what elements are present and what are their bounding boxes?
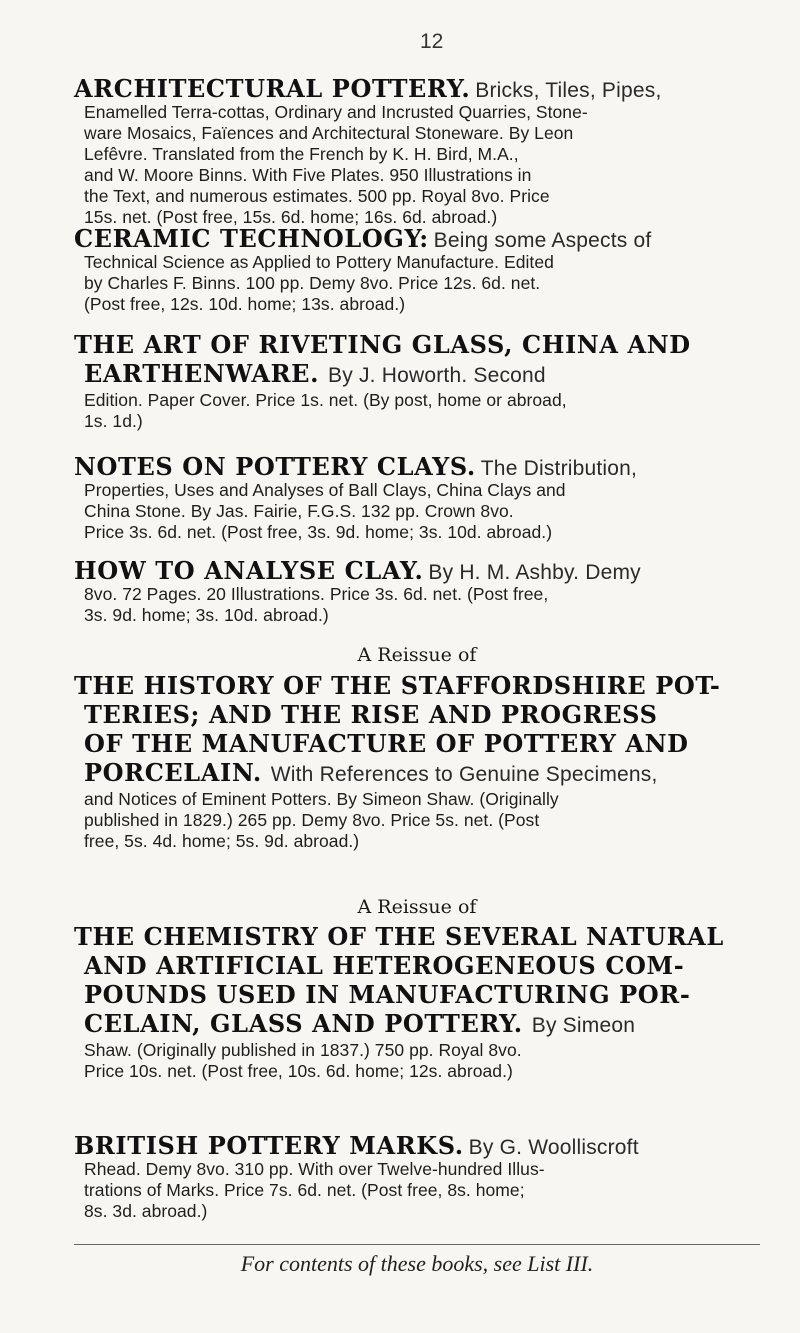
desc-line: 3s. 9d. home; 3s. 10d. abroad.) — [84, 605, 329, 625]
entry-lead: With References to Genuine Specimens, — [270, 763, 658, 786]
desc-line: the Text, and numerous estimates. 500 pp. Royal 8vo. Price — [84, 186, 550, 206]
entry-first-line — [74, 224, 750, 253]
desc-line: 8s. 3d. abroad.) — [84, 1201, 208, 1221]
entry-title — [74, 922, 750, 1040]
entry-lead: Being some Aspects of — [433, 229, 652, 252]
desc-line: Lefêvre. Translated from the French by K. H. Bird, M.A., — [84, 144, 519, 164]
title-line: POUNDS USED IN MANUFACTURING POR- — [84, 980, 691, 1009]
desc-line: Technical Science as Applied to Pottery Manufacture. Edited — [84, 252, 554, 272]
entry-first-line — [74, 452, 750, 481]
book-entry-pottery-clays — [74, 452, 750, 543]
desc-line: published in 1829.) 265 pp. Demy 8vo. Price 5s. net. (Post — [84, 810, 540, 830]
title-line — [84, 359, 750, 390]
entry-title — [74, 671, 750, 789]
entry-description — [84, 390, 750, 432]
entry-lead: By J. Howorth. Second — [328, 364, 546, 387]
title-line — [84, 1009, 750, 1040]
desc-line: Enamelled Terra-cottas, Ordinary and Incrusted Quarries, Stone- — [84, 102, 588, 122]
entry-title: CERAMIC TECHNOLOGY: — [74, 224, 429, 253]
desc-line: Properties, Uses and Analyses of Ball Clays, China Clays and — [84, 480, 566, 500]
book-entry-british-pottery-marks — [74, 1131, 750, 1222]
entry-lead: By H. M. Ashby. Demy — [428, 561, 641, 584]
desc-line: Edition. Paper Cover. Price 1s. net. (By post, home or abroad, — [84, 390, 567, 410]
entry-description — [84, 584, 750, 626]
entry-first-line — [74, 556, 750, 585]
entry-description — [84, 252, 750, 315]
entry-title: NOTES ON POTTERY CLAYS. — [74, 452, 476, 481]
desc-line: Price 10s. net. (Post free, 10s. 6d. home; 12s. abroad.) — [84, 1061, 513, 1081]
desc-line: 8vo. 72 Pages. 20 Illustrations. Price 3s. 6d. net. (Post free, — [84, 584, 549, 604]
reissue-heading: A Reissue of — [357, 644, 477, 666]
desc-line: by Charles F. Binns. 100 pp. Demy 8vo. Price 12s. 6d. net. — [84, 273, 541, 293]
title-line: AND ARTIFICIAL HETEROGENEOUS COM- — [84, 951, 685, 980]
entry-first-line — [74, 74, 750, 103]
title-line: THE HISTORY OF THE STAFFORDSHIRE POT- — [74, 671, 721, 700]
title-line: THE CHEMISTRY OF THE SEVERAL NATURAL — [74, 922, 724, 951]
entry-description — [84, 480, 750, 543]
title-line: OF THE MANUFACTURE OF POTTERY AND — [84, 729, 689, 758]
title-line: THE ART OF RIVETING GLASS, CHINA AND — [74, 330, 691, 359]
entry-lead: By Simeon — [531, 1014, 636, 1037]
desc-line: 1s. 1d.) — [84, 411, 143, 431]
entry-description — [84, 102, 750, 228]
entry-first-line — [74, 1131, 750, 1160]
desc-line: Rhead. Demy 8vo. 310 pp. With over Twelve-hundred Illus- — [84, 1159, 545, 1179]
book-entry-ceramic-technology — [74, 224, 750, 315]
desc-line: (Post free, 12s. 10d. home; 13s. abroad.) — [84, 294, 406, 314]
title-line-text: PORCELAIN. — [84, 758, 262, 787]
entry-description — [84, 1040, 750, 1082]
entry-lead: The Distribution, — [480, 457, 638, 480]
entry-title: ARCHITECTURAL POTTERY. — [74, 74, 471, 103]
book-entry-chemistry-heterogeneous — [74, 922, 750, 1082]
book-entry-riveting-glass — [74, 330, 750, 432]
page-number: 12 — [420, 30, 444, 53]
title-line-text: EARTHENWARE. — [84, 359, 320, 388]
desc-line: and Notices of Eminent Potters. By Simeon Shaw. (Originally — [84, 789, 559, 809]
desc-line: China Stone. By Jas. Fairie, F.G.S. 132 pp. Crown 8vo. — [84, 501, 514, 521]
reissue-heading: A Reissue of — [357, 896, 477, 918]
entry-title — [74, 330, 750, 390]
footer-note: For contents of these books, see List III. — [240, 1251, 594, 1276]
book-entry-staffordshire-potteries — [74, 671, 750, 852]
desc-line: trations of Marks. Price 7s. 6d. net. (Post free, 8s. home; — [84, 1180, 525, 1200]
desc-line: free, 5s. 4d. home; 5s. 9d. abroad.) — [84, 831, 360, 851]
entry-description — [84, 789, 750, 852]
desc-line: Price 3s. 6d. net. (Post free, 3s. 9d. home; 3s. 10d. abroad.) — [84, 522, 553, 542]
desc-line: and W. Moore Binns. With Five Plates. 950 Illustrations in — [84, 165, 532, 185]
entry-description — [84, 1159, 750, 1222]
entry-lead: Bricks, Tiles, Pipes, — [475, 79, 662, 102]
desc-line: Shaw. (Originally published in 1837.) 750 pp. Royal 8vo. — [84, 1040, 522, 1060]
entry-title: BRITISH POTTERY MARKS. — [74, 1131, 464, 1160]
desc-line: 15s. net. (Post free, 15s. 6d. home; 16s. 6d. abroad.) — [84, 207, 498, 227]
book-entry-architectural-pottery — [74, 74, 750, 228]
title-line — [84, 758, 750, 789]
title-line: TERIES; AND THE RISE AND PROGRESS — [84, 700, 658, 729]
footer-divider — [74, 1244, 760, 1245]
entry-title: HOW TO ANALYSE CLAY. — [74, 556, 424, 585]
title-line-text: CELAIN, GLASS AND POTTERY. — [84, 1009, 523, 1038]
desc-line: ware Mosaics, Faïences and Architectural Stoneware. By Leon — [84, 123, 574, 143]
book-entry-analyse-clay — [74, 556, 750, 626]
catalogue-page — [74, 0, 760, 1333]
entry-lead: By G. Woolliscroft — [468, 1136, 639, 1159]
